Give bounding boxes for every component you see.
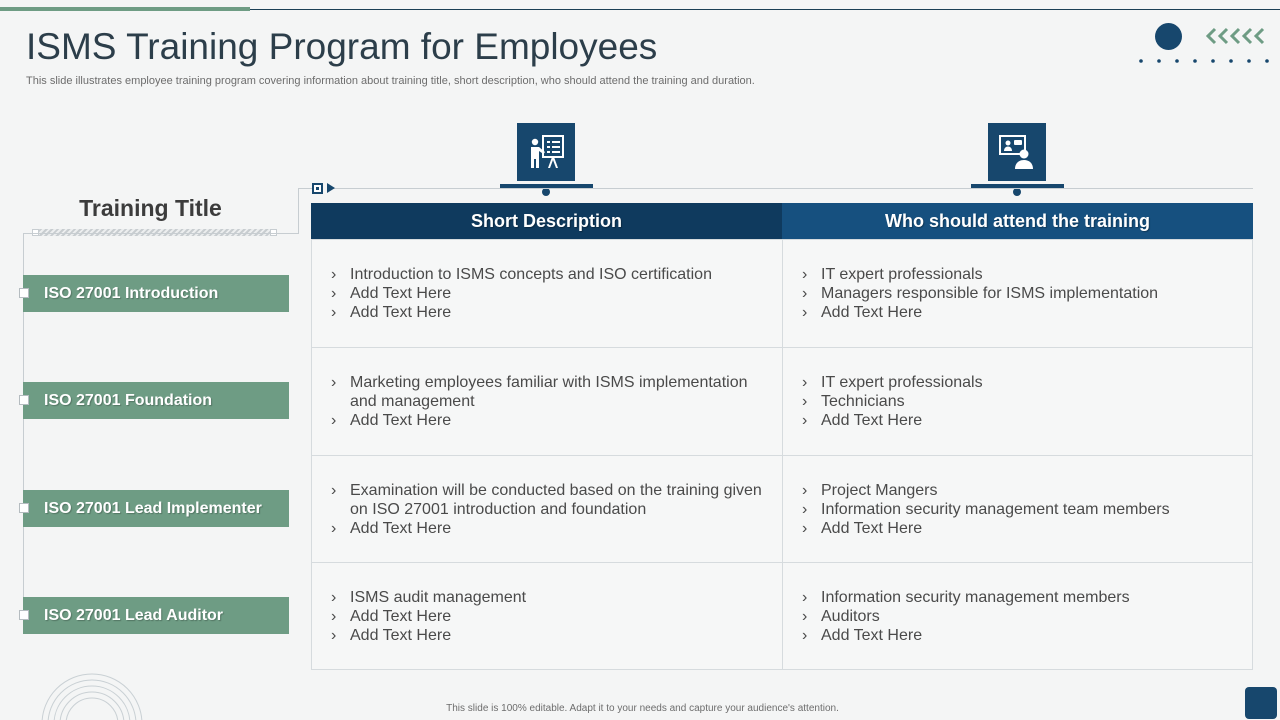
row-bullet <box>19 610 29 620</box>
connector-square-marker <box>312 183 323 194</box>
chevron-right-icon: › <box>802 266 808 283</box>
page-title: ISMS Training Program for Employees <box>26 26 658 67</box>
chevron-right-icon: › <box>802 412 808 429</box>
column-header-attendees: Who should attend the training <box>782 203 1253 239</box>
list-item: › Add Text Here <box>331 519 452 537</box>
chevron-right-icon: › <box>331 304 337 321</box>
chevron-right-icon: › <box>331 412 337 429</box>
list-item: › Add Text Here <box>331 304 452 321</box>
chevron-right-icon: › <box>802 607 808 625</box>
chevron-right-icon: › <box>802 588 808 606</box>
list-item: › Managers responsible for ISMS implementation <box>802 285 1159 302</box>
list-item: › Information security management members <box>802 588 1130 606</box>
row-bullet <box>19 503 29 513</box>
chevron-right-icon: › <box>331 374 337 391</box>
bracket-vertical <box>298 188 299 234</box>
footer-note: This slide is 100% editable. Adapt it to your needs and capture your audience's attention. <box>446 703 839 714</box>
training-label-lead-implementer: ISO 27001 Lead Implementer <box>23 490 289 527</box>
list-item: › Add Text Here <box>331 626 452 644</box>
list-item: › Marketing employees familiar with ISMS implementation and management <box>331 374 748 410</box>
list-item: › Technicians <box>802 393 905 410</box>
description-cell <box>312 456 782 562</box>
presenter-board-icon <box>517 123 575 181</box>
list-item: › Add Text Here <box>802 626 923 644</box>
attendees-cell <box>783 456 1252 562</box>
list-item: › IT expert professionals <box>802 266 983 283</box>
chevron-right-icon: › <box>802 393 808 410</box>
training-title-heading: Training Title <box>79 195 222 221</box>
chevron-right-icon: › <box>802 500 808 518</box>
chevron-right-icon: › <box>802 285 808 302</box>
attendees-cell <box>783 240 1252 347</box>
row-bullet <box>19 395 29 405</box>
icon-base-dot <box>1013 188 1021 196</box>
list-item: › Auditors <box>802 607 880 625</box>
training-label-lead-auditor: ISO 27001 Lead Auditor <box>23 597 289 634</box>
chevron-right-icon: › <box>802 519 808 537</box>
chevron-right-icon: › <box>331 588 337 606</box>
decorative-circle <box>1155 23 1182 50</box>
chevron-right-icon: › <box>802 481 808 499</box>
top-accent-bar <box>0 7 250 11</box>
chevron-right-icon: › <box>802 304 808 321</box>
chevron-right-icon: › <box>331 481 337 499</box>
training-table <box>311 239 1253 670</box>
chevron-right-icon: › <box>331 266 337 283</box>
list-item: › ISMS audit management <box>331 588 527 606</box>
attendees-cell <box>783 563 1252 669</box>
column-header-description: Short Description <box>311 203 782 239</box>
chevron-right-icon: › <box>802 626 808 644</box>
list-item: › Introduction to ISMS concepts and ISO certification <box>331 266 712 283</box>
bracket-line <box>298 188 312 189</box>
list-item: › Information security management team members <box>802 500 1170 518</box>
list-item: › Add Text Here <box>802 519 923 537</box>
training-label-foundation: ISO 27001 Foundation <box>23 382 289 419</box>
chevrons-left-icon <box>1206 22 1268 50</box>
connector-arrow-icon <box>327 183 335 193</box>
list-item: › Examination will be conducted based on the training given on ISO 27001 introduction and foundation <box>331 481 762 518</box>
list-item: › IT expert professionals <box>802 374 983 391</box>
chevron-right-icon: › <box>331 285 337 302</box>
description-cell <box>312 348 782 455</box>
icon-base-dot <box>542 188 550 196</box>
list-item: › Add Text Here <box>802 412 923 429</box>
left-spine-top <box>23 233 298 234</box>
description-cell <box>312 240 782 347</box>
row-bullet <box>19 288 29 298</box>
list-item: › Add Text Here <box>802 304 923 321</box>
chevron-right-icon: › <box>331 519 337 537</box>
chevron-right-icon: › <box>331 626 337 644</box>
decorative-corner-square <box>1245 687 1277 719</box>
attendees-cell <box>783 348 1252 455</box>
list-item: › Add Text Here <box>331 412 452 429</box>
description-cell <box>312 563 782 669</box>
list-item: › Project Mangers <box>802 481 938 499</box>
connector-line <box>330 188 1253 189</box>
list-item: › Add Text Here <box>331 607 452 625</box>
chevron-right-icon: › <box>802 374 808 391</box>
chevron-right-icon: › <box>331 607 337 625</box>
training-label-introduction: ISO 27001 Introduction <box>23 275 289 312</box>
decorative-dot-row <box>1138 56 1272 66</box>
online-meeting-icon <box>988 123 1046 181</box>
page-subtitle: This slide illustrates employee training program covering information about training title, short description, who should attend the training and duration. <box>26 75 755 87</box>
list-item: › Add Text Here <box>331 285 452 302</box>
